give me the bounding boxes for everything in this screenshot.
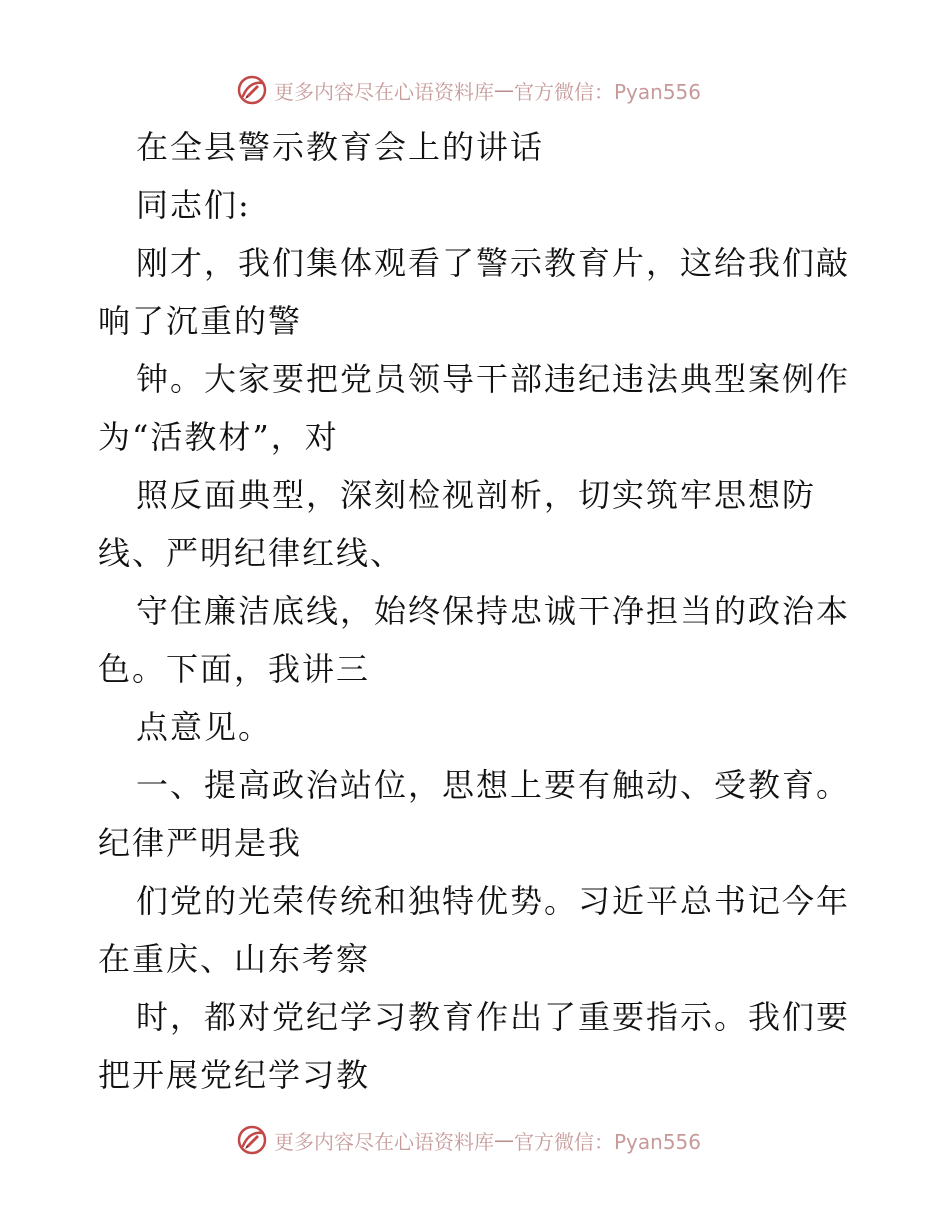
paragraph-line: 时，都对党纪学习教育作出了重要指示。我们要 — [136, 998, 851, 1036]
paragraph-line: 在重庆、山东考察 — [98, 940, 371, 978]
document-body — [98, 118, 858, 1104]
section-heading-1: 一、提高政治站位，思想上要有触动、受教育。 — [136, 766, 851, 804]
paragraph-line: 刚才，我们集体观看了警示教育片，这给我们敲 — [136, 244, 851, 282]
document-title: 在全县警示教育会上的讲话 — [136, 128, 545, 166]
header-promo-text: 更多内容尽在心语资料库 — [274, 79, 494, 104]
header-separator: — — [494, 78, 514, 102]
footer-promo-text: 更多内容尽在心语资料库 — [274, 1129, 494, 1154]
paragraph-line: 们党的光荣传统和独特优势。习近平总书记今年 — [136, 882, 851, 920]
paragraph-line: 为“活教材”，对 — [98, 418, 339, 456]
header-watermark — [236, 72, 716, 108]
footer-watermark — [236, 1122, 716, 1158]
pen-swirl-logo-icon — [236, 74, 268, 106]
footer-separator: — — [494, 1128, 514, 1152]
paragraph-line: 线、严明纪律红线、 — [98, 534, 405, 572]
pen-swirl-logo-icon — [236, 1124, 268, 1156]
paragraph-line: 守住廉洁底线，始终保持忠诚干净担当的政治本 — [136, 592, 851, 630]
paragraph-line: 照反面典型，深刻检视剖析，切实筑牢思想防 — [136, 476, 817, 514]
paragraph-line: 响了沉重的警 — [98, 302, 303, 340]
footer-wechat-text: 官方微信：Pyan556 — [514, 1129, 702, 1154]
paragraph-line: 纪律严明是我 — [98, 824, 303, 862]
paragraph-line: 点意见。 — [136, 708, 273, 746]
paragraph-line: 色。下面，我讲三 — [98, 650, 371, 688]
salutation: 同志们: — [136, 186, 251, 224]
paragraph-line: 钟。大家要把党员领导干部违纪违法典型案例作 — [136, 360, 851, 398]
header-wechat-text: 官方微信：Pyan556 — [514, 79, 702, 104]
paragraph-line: 把开展党纪学习教 — [98, 1056, 371, 1094]
